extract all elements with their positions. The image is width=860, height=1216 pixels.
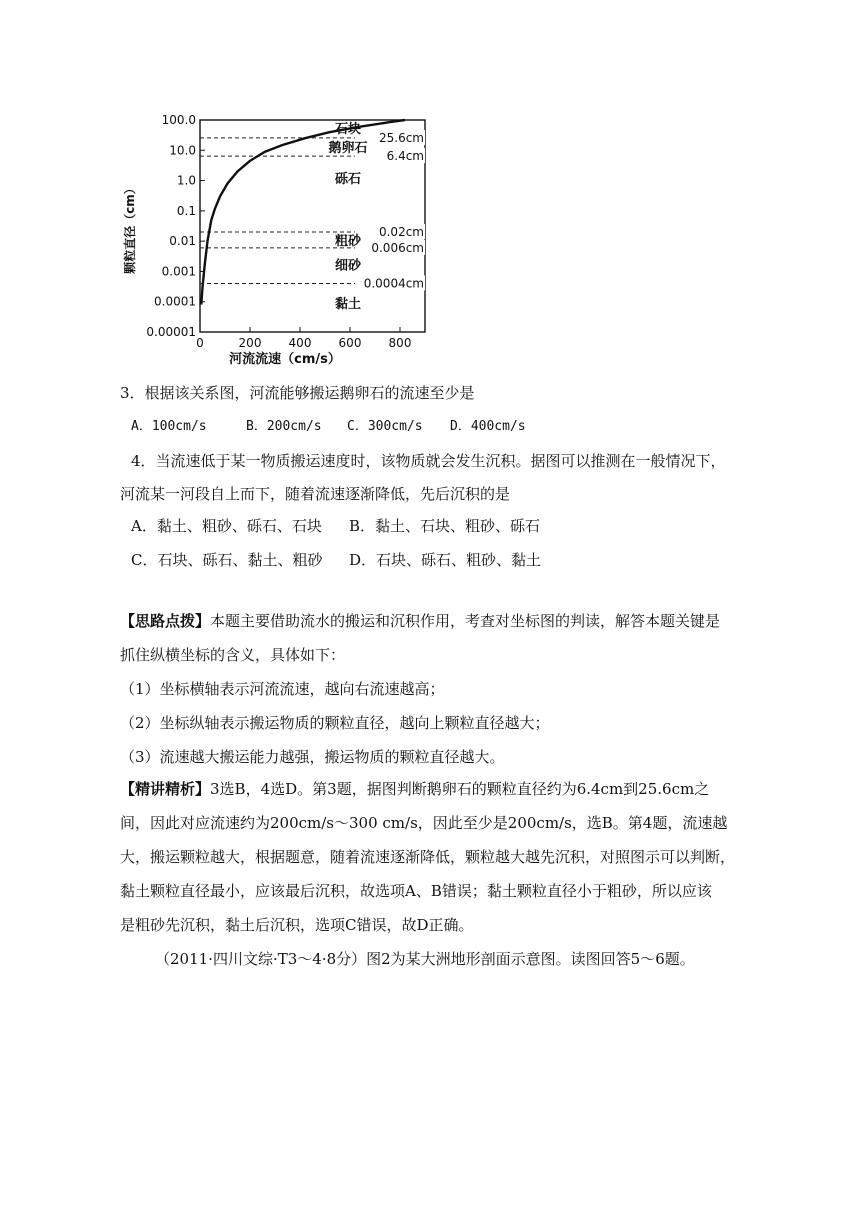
q3-option-a: A．100cm/s <box>131 419 207 434</box>
y-axis-ticks <box>146 113 205 339</box>
analysis-line3: 大，搬运颗粒越大，根据题意，随着流速逐渐降低，颗粒越大越先沉积，对照图示可以判断， <box>120 848 736 866</box>
q3-stem: 3．根据该关系图，河流能够搬运鹅卵石的流速至少是 <box>120 384 475 402</box>
q3-option-b: B．200cm/s <box>246 419 322 434</box>
threshold-label: 0.006cm <box>371 240 424 255</box>
x-axis-ticks <box>196 327 411 350</box>
y-tick-label: 100.0 <box>161 113 196 127</box>
next-question-intro: （2011·四川文综·T3～4·8分）图2为某大洲地形剖面示意图。读图回答5～6题。 <box>155 950 695 968</box>
y-axis-label: 颗粒直径（cm） <box>123 182 137 274</box>
y-tick-label: 0.01 <box>169 234 196 249</box>
x-axis-label: 河流流速（cm/s） <box>229 352 341 367</box>
threshold-label: 25.6cm <box>378 130 424 145</box>
q4-stem-line1: 4．当流速低于某一物质搬运速度时，该物质就会发生沉积。据图可以推测在一般情况下， <box>131 452 726 470</box>
zone-label: 砾石 <box>334 172 362 188</box>
q3-option-c: C．300cm/s <box>347 419 423 434</box>
zone-label: 黏土 <box>334 297 362 313</box>
zone-label: 石块 <box>334 121 362 137</box>
analysis-line1 <box>120 779 709 799</box>
q4-option-b: B．黏土、石块、粗砂、砾石 <box>349 517 541 535</box>
q3-option-d: D．400cm/s <box>450 419 526 434</box>
x-tick-label: 800 <box>388 336 412 350</box>
q4-option-a: A．黏土、粗砂、砾石、石块 <box>131 517 322 535</box>
threshold-lines <box>200 130 425 291</box>
x-tick-label: 0 <box>196 336 204 350</box>
y-tick-label: 10.0 <box>169 143 196 158</box>
analysis-line4: 黏土颗粒直径最小，应该最后沉积，故选项A、B错误；黏土颗粒直径小于粗砂，所以应该 <box>120 882 712 900</box>
y-tick-label: 0.1 <box>176 203 196 218</box>
tips-line1 <box>120 611 720 631</box>
q4-option-d: D．石块、砾石、粗砂、黏土 <box>349 551 542 569</box>
threshold-label: 0.02cm <box>378 225 424 240</box>
x-tick-label: 200 <box>238 336 262 350</box>
x-tick-label: 400 <box>288 336 312 350</box>
tips-item-1: （1）坐标横轴表示河流流速，越向右流速越高； <box>120 680 445 698</box>
y-tick-label: 0.00001 <box>146 325 196 339</box>
analysis-line5: 是粗砂先沉积，黏土后沉积，选项C错误，故D正确。 <box>120 916 474 934</box>
q4-option-c: C．石块、砾石、黏土、粗砂 <box>131 551 323 569</box>
tips-item-3: （3）流速越大搬运能力越强，搬运物质的颗粒直径越大。 <box>120 748 505 766</box>
tips-text1: 本题主要借助流水的搬运和沉积作用，考查对坐标图的判读，解答本题关键是 <box>210 612 721 630</box>
zone-label: 粗砂 <box>334 233 362 249</box>
threshold-label: 0.0004cm <box>363 276 424 291</box>
threshold-label: 6.4cm <box>386 149 424 164</box>
velocity-diameter-chart <box>120 108 450 370</box>
tips-item-2: （2）坐标纵轴表示搬运物质的颗粒直径，越向上颗粒直径越大； <box>120 714 550 732</box>
q4-stem-line2: 河流某一河段自上而下，随着流速逐渐降低，先后沉积的是 <box>120 485 511 503</box>
y-tick-label: 1.0 <box>176 173 196 188</box>
analysis-label: 【精讲精析】 <box>120 780 211 798</box>
zone-label: 鹅卵石 <box>328 140 368 156</box>
analysis-line2: 间，因此对应流速约为200cm/s～300 cm/s，因此至少是200cm/s，选B。第4题，流速越 <box>120 814 728 832</box>
tips-line2: 抓住纵横坐标的含义，具体如下： <box>120 646 346 664</box>
y-tick-label: 0.0001 <box>154 294 196 309</box>
x-tick-label: 600 <box>338 336 362 350</box>
analysis-text1: 3选B，4选D。第3题，据图判断鹅卵石的颗粒直径约为6.4cm到25.6cm之 <box>210 780 710 798</box>
y-tick-label: 0.001 <box>161 264 196 279</box>
tips-label: 【思路点拨】 <box>120 612 211 630</box>
zone-label: 细砂 <box>334 258 362 274</box>
